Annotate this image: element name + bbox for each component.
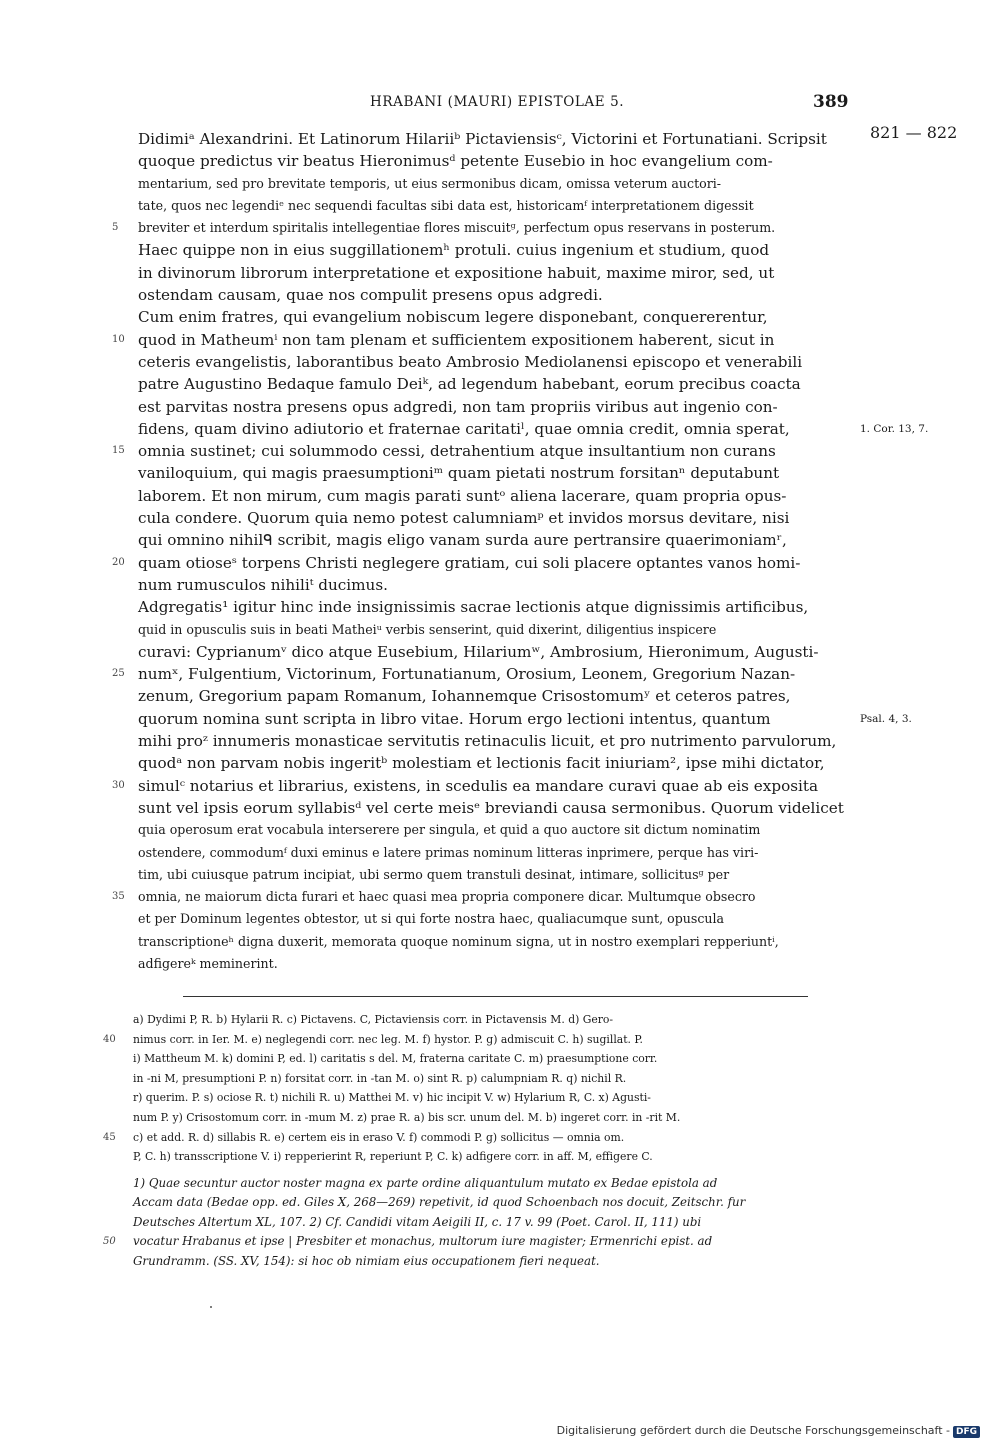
- text-line: [133, 1108, 858, 1128]
- line-text: ceteris evangelistis, laborantibus beato Ambrosio Mediolanensi episcopo et venerabili: [138, 352, 803, 371]
- line-text: r) querim. P. s) ociose R. t) nichili R. u) Matthei M. v) hic incipit V. w) Hylarium R, C. x) Agusti-: [133, 1091, 651, 1105]
- line-text: in divinorum librorum interpretatione et expositione habuit, maxime miror, sed, ut: [138, 263, 775, 282]
- text-line: [138, 797, 860, 819]
- commentary-notes: [103, 1174, 858, 1271]
- line-number: 30: [112, 779, 125, 791]
- page-number: 389: [813, 92, 849, 112]
- line-number: 25: [112, 668, 125, 680]
- text-line: [138, 908, 860, 930]
- line-text: tim, ubi cuiusque patrum incipiat, ubi sermo quem transtuli desinat, intimare, sollicitusᵍ per: [138, 866, 730, 882]
- line-text: fidens, quam divino adiutorio et fraternae caritatiˡ, quae omnia credit, omnia sperat,: [138, 419, 790, 438]
- text-line: [138, 842, 860, 864]
- line-text: quid in opusculis suis in beati Matheiᵘ verbis senserint, quid dixerint, diligentius inspicere: [138, 621, 717, 637]
- text-line: [138, 173, 860, 195]
- text-line: [112, 440, 860, 462]
- text-line: [138, 262, 860, 284]
- line-text: quia operosum erat vocabula interserere per singula, et quid a quo auctore sit dictum nominatim: [138, 822, 761, 838]
- text-line: [138, 819, 860, 841]
- line-text: Cum enim fratres, qui evangelium nobiscum legere disponebant, conquererentur,: [138, 308, 768, 327]
- dfg-logo: DFG: [953, 1426, 980, 1438]
- line-text: quoque predictus vir beatus Hieronimusᵈ petente Eusebio in hoc evangelium com-: [138, 152, 773, 171]
- line-text: omnia sustinet; cui solummodo cessi, detrahentium atque insultantium non curans: [138, 442, 776, 461]
- line-text: patre Augustino Bedaque famulo Deiᵏ, ad legendum habebant, eorum precibus coacta: [138, 375, 801, 394]
- text-line: [133, 1088, 858, 1108]
- running-title: HRABANI (MAURI) EPISTOLAE 5.: [370, 94, 625, 110]
- line-text: 1) Quae secuntur auctor noster magna ex parte ordine aliquantulum mutato ex Bedae epistola ad: [133, 1176, 718, 1190]
- line-text: transcriptioneʰ digna duxerit, memorata quoque nominum signa, ut in nostro exemplari repperiuntⁱ,: [138, 933, 779, 949]
- text-line: [133, 1069, 858, 1089]
- line-text: et per Dominum legentes obtestor, ut si qui forte nostra haec, qualiacumque sunt, opuscula: [138, 911, 725, 927]
- text-line: [133, 1010, 858, 1030]
- digitization-credit: Digitalisierung gefördert durch die Deutsche Forschungsgemeinschaft - DFG: [557, 1424, 980, 1438]
- line-text: P, C. h) transscriptione V. i) repperierint R, reperiunt P, C. k) adfigere corr. in aff. M, effigere C.: [133, 1150, 653, 1164]
- line-text: Didimiᵃ Alexandrini. Et Latinorum Hilariiᵇ Pictaviensisᶜ, Victorini et Fortunatiani. Scripsit: [138, 130, 827, 148]
- line-text: vocatur Hrabanus et ipse | Presbiter et monachus, multorum iure magister; Ermenrichi epist. ad: [133, 1234, 713, 1249]
- text-line: [112, 552, 860, 574]
- line-number: 45: [103, 1131, 116, 1143]
- line-text: Adgregatis¹ igitur hinc inde insignissimis sacrae lectionis atque dignissimis artificibus,: [138, 598, 809, 617]
- line-text: Grundramm. (SS. XV, 154): si hoc ob nimiam eius occupationem fieri nequeat.: [133, 1253, 600, 1268]
- line-number: 50: [103, 1236, 116, 1248]
- text-line: [138, 619, 860, 641]
- line-text: Deutsches Altertum XL, 107. 2) Cf. Candidi vitam Aeigili II, c. 17 v. 99 (Poet. Carol. II, 111) ubi: [133, 1214, 702, 1229]
- text-line: [138, 195, 860, 217]
- line-text: omnia, ne maiorum dicta furari et haec quasi mea propria componere dicar. Multumque obsecro: [138, 889, 756, 905]
- line-text: ostendam causam, quae nos compulit presens opus adgredi.: [138, 286, 603, 305]
- line-text: c) et add. R. d) sillabis R. e) certem eis in eraso V. f) commodi P. g) sollicitus — omnia om.: [133, 1130, 625, 1144]
- text-line: [138, 953, 860, 975]
- line-number: 5: [112, 222, 119, 234]
- line-text: simulᶜ notarius et librarius, existens, in scedulis ea mandare curavi quae ab eis exposita: [138, 776, 819, 795]
- main-text: [112, 123, 958, 975]
- line-text: zenum, Gregorium papam Romanum, Iohannemque Crisostomumʸ et ceteros patres,: [138, 687, 791, 706]
- text-line: [138, 373, 860, 395]
- text-line: [133, 1174, 858, 1193]
- text-line: [133, 1049, 858, 1069]
- line-text: mihi proᶻ innumeris monasticae servitutis retinaculis licuit, et pro nutrimento parvulorum,: [138, 732, 837, 751]
- text-line: [138, 462, 860, 484]
- text-line: [112, 329, 860, 351]
- text-line: [138, 396, 860, 418]
- text-line: [138, 150, 860, 172]
- text-line: [103, 1030, 858, 1050]
- text-line: [138, 708, 912, 730]
- text-line: [138, 574, 860, 596]
- text-line: [112, 886, 860, 908]
- line-text: a) Dydimi P, R. b) Hylarii R. c) Pictavens. C, Pictaviensis corr. in Pictavensis M. d) Gero-: [133, 1013, 614, 1026]
- line-text: quodᵃ non parvam nobis ingeritᵇ molestiam et lectionis facit iniuriam², ipse mihi dictator,: [138, 754, 825, 773]
- line-text: mentarium, sed pro brevitate temporis, ut eius sermonibus dicam, omissa veterum auctori-: [138, 175, 722, 191]
- text-line: [112, 775, 860, 797]
- text-line: [138, 306, 860, 328]
- line-text: quorum nomina sunt scripta in libro vitae. Horum ergo lectioni intentus, quantum: [138, 709, 771, 728]
- line-text: Haec quippe non in eius suggillationemʰ protuli. cuius ingenium et studium, quod: [138, 241, 770, 260]
- line-text: num P. y) Crisostomum corr. in -mum M. z) prae R. a) bis scr. unum del. M. b) ingeret corr. in -rit M.: [133, 1110, 681, 1124]
- line-number: 40: [103, 1033, 116, 1045]
- line-text: cula condere. Quorum quia nemo potest calumniamᵖ et invidos morsus devitare, nisi: [138, 509, 790, 528]
- line-text: vaniloquium, qui magis praesumptioniᵐ quam pietati nostrum forsitanⁿ deputabunt: [138, 464, 780, 483]
- line-text: laborem. Et non mirum, cum magis parati suntᵒ aliena lacerare, quam propria opus-: [138, 486, 787, 505]
- text-line: [133, 1213, 858, 1232]
- text-line: [138, 641, 860, 663]
- text-line: [133, 1252, 858, 1271]
- line-text: curavi: Cyprianumᵛ dico atque Eusebium, Hilariumʷ, Ambrosium, Hieronimum, Augusti-: [138, 642, 819, 661]
- text-line: [138, 596, 860, 618]
- text-line: [112, 663, 860, 685]
- line-text: ostendere, commodumᶠ duxi eminus e latere primas nominum litteras inprimere, perque has viri-: [138, 844, 759, 860]
- line-text: est parvitas nostra presens opus adgredi, non tam propriis viribus aut ingenio con-: [138, 397, 778, 416]
- line-text: qui omnino nihilᑫ scribit, magis eligo vanam surda aure pertransire quaerimoniamʳ,: [138, 531, 787, 550]
- line-number: 20: [112, 556, 125, 568]
- text-line: [138, 685, 860, 707]
- line-text: nimus corr. in Ier. M. e) neglegendi corr. nec leg. M. f) hystor. P. g) admiscuit C. h) sugillat. P.: [133, 1032, 643, 1046]
- line-text: breviter et interdum spiritalis intellegentiae flores miscuitᵍ, perfectum opus reservans in posterum.: [138, 220, 776, 236]
- text-line: [138, 351, 860, 373]
- footnote-divider: [183, 996, 808, 997]
- text-line: [112, 217, 860, 239]
- stray-mark: [210, 1306, 212, 1308]
- text-line: [133, 1147, 858, 1167]
- line-text: quam otioseˢ torpens Christi neglegere gratiam, cui soli placere optantes vanos homi-: [138, 553, 801, 572]
- line-text: tate, quos nec legendiᵉ nec sequendi facultas sibi data est, historicamᶠ interpretationem digessit: [138, 197, 754, 213]
- text-line: [138, 730, 860, 752]
- text-line: [103, 1128, 858, 1148]
- text-line: [138, 284, 860, 306]
- line-text: sunt vel ipsis eorum syllabisᵈ vel certe meisᵉ breviandi causa sermonibus. Quorum videlicet: [138, 798, 844, 817]
- line-number: 35: [112, 891, 125, 903]
- text-line: [138, 864, 860, 886]
- line-text: Accam data (Bedae opp. ed. Giles X, 268—269) repetivit, id quod Schoenbach nos docuit, Zeitschr. fur: [133, 1195, 746, 1210]
- text-line: [138, 418, 929, 440]
- margin-reference: 1. Cor. 13, 7.: [860, 422, 929, 435]
- line-text: adfigereᵏ meminerint.: [138, 955, 278, 971]
- text-line: [138, 931, 860, 953]
- margin-reference: Psal. 4, 3.: [860, 712, 912, 725]
- text-line: [103, 1232, 858, 1251]
- line-text: num rumusculos nihiliᵗ ducimus.: [138, 575, 388, 594]
- text-line: [138, 485, 860, 507]
- line-number: 10: [112, 333, 125, 345]
- line-text: numˣ, Fulgentium, Victorinum, Fortunatianum, Orosium, Leonem, Gregorium Nazan-: [138, 665, 796, 684]
- line-number: 15: [112, 445, 125, 457]
- text-line: [138, 239, 860, 261]
- line-text: in -ni M, presumptioni P. n) forsitat corr. in -tan M. o) sint R. p) calumpniam R. q) nichil R.: [133, 1071, 627, 1085]
- text-line: [138, 529, 860, 551]
- line-text: i) Mattheum M. k) domini P, ed. l) caritatis s del. M, fraterna caritate C. m) praesumptione corr.: [133, 1052, 658, 1066]
- text-line: [133, 1193, 858, 1212]
- margin-years: 821 — 822: [870, 123, 958, 142]
- text-line: [138, 752, 860, 774]
- text-line: [138, 123, 958, 150]
- line-text: quod in Matheumⁱ non tam plenam et sufficientem expositionem haberent, sicut in: [138, 330, 775, 349]
- text-line: [138, 507, 860, 529]
- critical-apparatus: [103, 1010, 858, 1167]
